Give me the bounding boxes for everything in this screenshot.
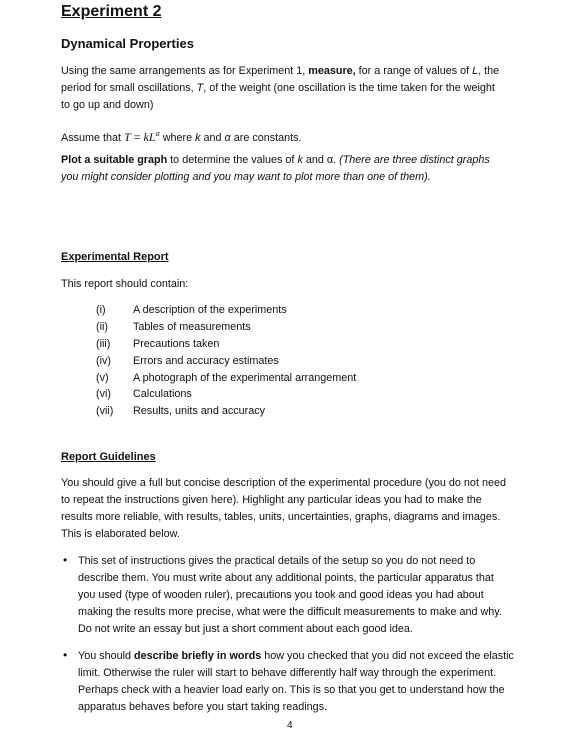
bullet2-bold: describe briefly in words (134, 650, 262, 662)
list-item-text: Precautions taken (133, 337, 220, 350)
plot-text: to determine the values of (167, 154, 298, 166)
list-item-number: (i) (96, 304, 106, 316)
paragraph-line: you used (type of wooden ruler), precautions you took and good ideas you had about (78, 589, 484, 601)
list-item (96, 355, 356, 372)
bullet-paragraph-1 (78, 553, 523, 638)
intro-line-1 (61, 63, 541, 80)
plot-italic: (There are three distinct graphs (336, 154, 490, 166)
paragraph-line: to repeat the instructions given here). Highlight any particular ideas you had to make the (61, 494, 482, 506)
intro-var-L: L (472, 65, 479, 77)
formula-eq: = (130, 130, 144, 144)
assume-where: where (162, 132, 193, 144)
list-item-text: A description of the experiments (133, 304, 287, 316)
intro-line-2 (61, 80, 541, 97)
section-subtitle: Dynamical Properties (61, 36, 194, 51)
plot-alpha: α. (326, 154, 337, 166)
bullet-paragraph-2 (78, 648, 523, 716)
intro-var-T: T (196, 82, 204, 94)
paragraph-line: limit. Otherwise the ruler will start to behave differently half way through the experiment. (78, 667, 497, 679)
intro-text: , of the weight (one oscillation is the time taken for the weight (203, 82, 495, 94)
plot-paragraph (61, 152, 541, 186)
list-item-number: (vii) (96, 405, 114, 418)
formula-k: k (143, 130, 149, 144)
assume-k: k (195, 132, 201, 144)
list-item-number: (iii) (96, 337, 111, 350)
intro-line-3: to go up and down) (61, 99, 154, 111)
list-item-text: Calculations (133, 388, 192, 401)
list-item-text: Errors and accuracy estimates (133, 354, 279, 367)
bullet-icon: • (63, 648, 68, 662)
list-item (96, 321, 356, 338)
formula-L: L (148, 130, 156, 144)
list-item (96, 388, 356, 405)
list-item (96, 372, 356, 389)
report-list (96, 304, 356, 422)
intro-paragraph (61, 63, 541, 114)
formula-exponent: α (155, 129, 160, 138)
intro-text: Using the same arrangements as for Experiment 1, (61, 65, 309, 77)
bullet2-text: You should (78, 650, 135, 662)
page-number: 4 (287, 720, 293, 731)
report-heading: Experimental Report (61, 251, 169, 263)
list-item-text: Results, units and accuracy (133, 405, 266, 418)
assume-prefix: Assume that (61, 132, 122, 144)
plot-and: and (302, 154, 327, 166)
paragraph-line: You should give a full but concise description of the experimental procedure (you do not need (61, 477, 506, 489)
bullet-icon: • (63, 553, 68, 567)
list-item-number: (iv) (96, 354, 111, 367)
paragraph-line: describe them. You must write about any additional points, the particular apparatus that (78, 572, 494, 584)
paragraph-line: This is elaborated below. (61, 528, 180, 540)
list-item (96, 405, 356, 422)
plot-k: k (297, 154, 303, 166)
paragraph-line: apparatus behaves before you start taking readings. (78, 701, 328, 713)
plot-line-2: you might consider plotting and you may want to plot more than one of them). (61, 171, 431, 183)
intro-text: for a range of values of (355, 65, 473, 77)
paragraph-line: making the results more precise, what were the difficult measurements to make and why. (78, 606, 502, 618)
bullet2-text: how you checked that you did not exceed the elastic (261, 650, 514, 662)
list-item-text: A photograph of the experimental arrangement (133, 371, 357, 384)
plot-bold: Plot a suitable graph (61, 154, 168, 166)
intro-text: period for small oscillations, (61, 82, 197, 94)
list-item-number: (vi) (96, 388, 111, 401)
list-item (96, 338, 356, 355)
page-title: Experiment 2 (61, 3, 162, 20)
intro-text: , the (478, 65, 500, 77)
list-item-number: (ii) (96, 320, 108, 333)
assume-line (61, 125, 541, 147)
formula-T: T (124, 130, 131, 144)
guidelines-heading: Report Guidelines (61, 451, 156, 463)
assume-suffix: are constants. (233, 132, 302, 144)
paragraph-line (78, 648, 523, 665)
paragraph-line: Do not write an essay but just a short comment about each good idea. (78, 623, 413, 635)
plot-line-1 (61, 152, 541, 169)
report-intro: This report should contain: (61, 278, 189, 290)
paragraph-line: Perhaps check with a heavier load early on. This is so that you get to understand how the (78, 684, 505, 696)
assume-alpha: α (224, 132, 231, 144)
formula (124, 130, 160, 144)
paragraph-line: This set of instructions gives the practical details of the setup so you do not need to (78, 555, 476, 567)
intro-measure: measure, (308, 65, 356, 77)
assume-and: and (203, 132, 222, 144)
list-item-number: (v) (96, 371, 109, 384)
list-item (96, 304, 356, 321)
paragraph-line: results more reliable, with results, tables, units, uncertainties, graphs, diagrams and images. (61, 511, 501, 523)
list-item-text: Tables of measurements (133, 320, 251, 333)
guidelines-paragraph (61, 475, 541, 543)
